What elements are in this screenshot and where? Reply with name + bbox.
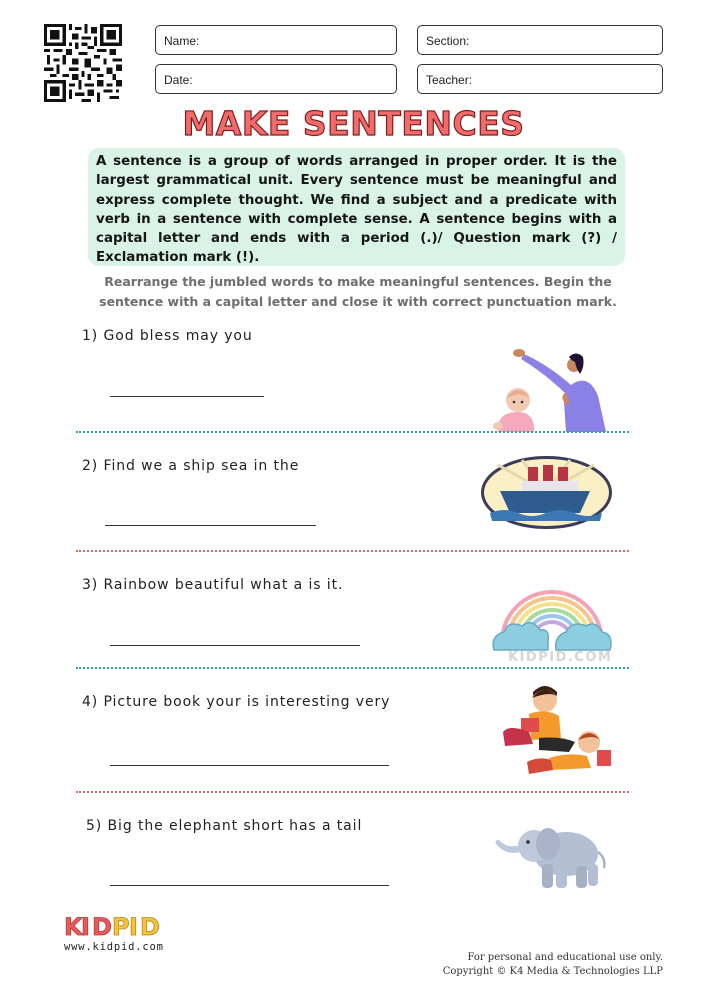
logo-letter: K [64,913,83,941]
name-label: Name: [164,34,200,48]
section-label: Section: [426,34,470,48]
answer-line-2[interactable] [105,525,316,526]
logo-letter: I [129,913,138,941]
separator-1 [76,431,629,433]
teacher-label: Teacher: [426,73,473,87]
answer-line-5[interactable] [110,885,389,886]
children-reading-illustration [499,680,615,780]
name-field[interactable] [155,25,397,55]
logo-letter: D [92,913,112,941]
question-3-text: 3) Rainbow beautiful what a is it. [82,577,344,593]
logo-letter: P [112,913,130,941]
answer-line-4[interactable] [110,765,389,766]
definition-box [88,148,625,266]
page-title: MAKE SENTENCES [182,104,525,143]
separator-2 [76,550,629,552]
definition-text: A sentence is a group of words arranged in proper order. It is the largest grammatical unit. Every sentence must be meaningful and express complete thought. We find a subject and a predicate with verb in a sentence with complete sense. A sentence begins with a capital letter and ends with a period (.)/ Question mark (?) / Exclamation mark (!). [96,154,617,266]
question-5-text: 5) Big the elephant short has a tail [86,818,363,834]
footer-usage-text: For personal and educational use only. [467,952,663,963]
section-field[interactable] [417,25,663,55]
kidpid-logo [64,908,164,942]
footer-copyright-text: Copyright © K4 Media & Technologies LLP [442,966,663,977]
answer-line-3[interactable] [110,645,360,646]
date-field[interactable] [155,64,397,94]
watermark-text: KIDPID.COM [508,650,613,665]
question-4-text: 4) Picture book your is interesting very [82,694,391,710]
qr-code-icon [44,24,122,102]
answer-line-1[interactable] [110,396,264,397]
teacher-field[interactable] [417,64,663,94]
question-1-text: 1) God bless may you [82,328,253,344]
logo-letter: D [140,913,160,941]
separator-4 [76,791,629,793]
logo-letter: I [81,913,90,941]
elephant-illustration [490,812,610,892]
instructions-text: Rearrange the jumbled words to make meaningful sentences. Begin the sentence with a capital letter and close it with correct punctuation mark. [99,274,617,309]
separator-3 [76,667,629,669]
mother-blessing-baby-illustration [490,346,614,432]
question-2-text: 2) Find we a ship sea in the [82,458,300,474]
ship-illustration [480,455,613,530]
date-label: Date: [164,73,193,87]
rainbow-illustration [490,572,614,652]
website-text: www.kidpid.com [64,941,164,953]
